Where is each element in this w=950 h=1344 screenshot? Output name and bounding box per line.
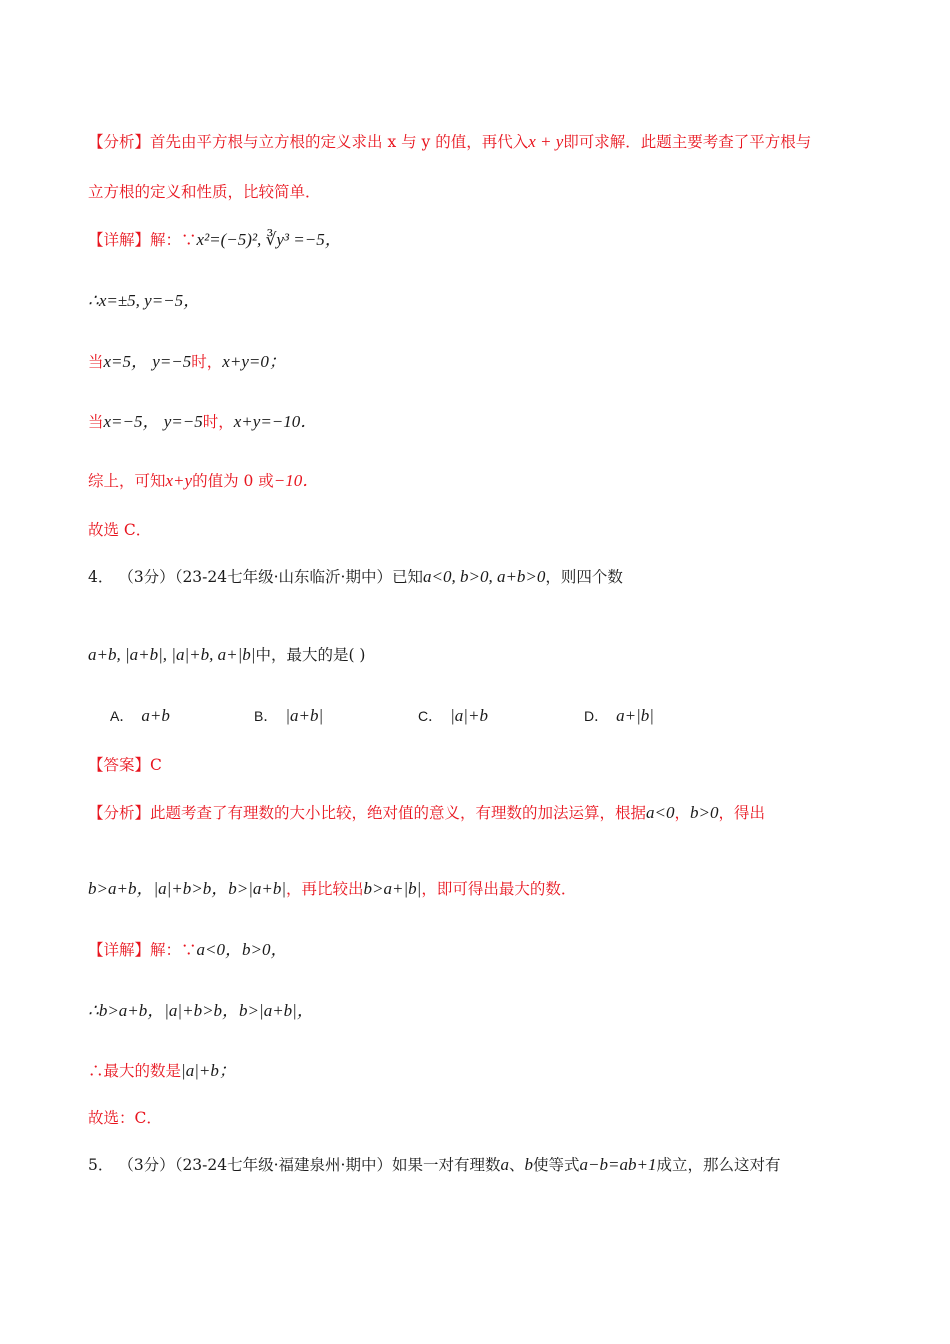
q5-source: （23-24七年级·福建泉州·期中） <box>174 1156 392 1174</box>
q4-stem-line-2 <box>88 644 365 666</box>
q4-detail-step-1 <box>88 1000 314 1022</box>
detail-equation: x²=(−5)², ∛y³ =−5， <box>196 230 342 249</box>
case-text: 当 <box>88 413 104 431</box>
analysis-text: 即可求解．此题主要考查了平方根与 <box>563 133 812 151</box>
case-text: 时， <box>191 353 223 371</box>
q4-detail-step-2 <box>88 1060 236 1082</box>
analysis-expression: a<0 <box>646 803 675 822</box>
analysis-text: ，得出 <box>718 804 766 822</box>
detail-text: ∴最大的数是 <box>88 1062 182 1080</box>
analysis-expression: b>0 <box>690 803 719 822</box>
q4-analysis-line-2 <box>88 878 576 900</box>
analysis-expression: x + y <box>528 132 564 151</box>
q4-stem-expression: a+b, |a+b|, |a|+b, a+|b| <box>88 645 256 664</box>
case-line-2 <box>88 411 317 433</box>
case-expression: x=−5， y=−5 <box>103 412 203 431</box>
q5-stem-line-1 <box>88 1154 780 1176</box>
q5-score: （3分） <box>118 1156 175 1174</box>
analysis-expression: b>a+b，|a|+b>b，b>|a+b| <box>88 879 287 898</box>
summary-value: −10． <box>273 471 320 490</box>
option-label: D． <box>584 708 609 724</box>
detail-expression: a<0，b>0， <box>196 940 288 959</box>
q5-stem-text: 成立，那么这对有 <box>656 1156 781 1174</box>
q4-detail-line <box>88 939 287 961</box>
detail-intro: 解：∵ <box>150 231 197 249</box>
q4-stem-expression: a<0, b>0, a+b>0 <box>423 567 546 586</box>
analysis-tag: 【分析】 <box>88 133 151 151</box>
step-line <box>88 290 200 312</box>
analysis-separator: ， <box>674 804 691 822</box>
case-expression: x=5， y=−5 <box>103 352 192 371</box>
q5-stem-text: 如果一对有理数 <box>391 1156 501 1174</box>
q5-number: 5． <box>88 1156 114 1174</box>
q4-choice: 故选：C． <box>88 1109 162 1127</box>
case-line-1 <box>88 351 286 373</box>
summary-text: 的值为 0 或 <box>192 472 274 490</box>
q4-option-b[interactable] <box>254 705 323 727</box>
analysis-text: ，再比较出 <box>286 880 364 898</box>
q5-variable: a <box>500 1155 509 1174</box>
case-text: 时， <box>202 413 234 431</box>
analysis-text: 此题考查了有理数的大小比较，绝对值的意义，有理数的加法运算，根据 <box>150 804 647 822</box>
analysis-text: ，即可得出最大的数． <box>421 880 577 898</box>
case-result: x+y=−10． <box>233 412 318 431</box>
step-expression: ∴x=±5, y=−5， <box>88 291 201 310</box>
detail-expression: ∴b>a+b，|a|+b>b，b>|a+b|， <box>88 1001 314 1020</box>
q5-stem-text: 使等式 <box>533 1156 580 1174</box>
q5-separator: 、 <box>509 1156 525 1174</box>
case-text: 当 <box>88 353 104 371</box>
q4-analysis-line-1 <box>88 802 765 824</box>
q4-score: （3分） <box>118 568 175 586</box>
option-expression: |a|+b <box>450 706 488 725</box>
analysis-text: 首先由平方根与立方根的定义求出 x 与 y 的值，再代入 <box>150 133 529 151</box>
q4-option-c[interactable] <box>418 705 488 727</box>
option-label: B． <box>254 708 278 724</box>
q4-option-d[interactable] <box>584 705 654 727</box>
choice-line: 故选 C． <box>88 521 152 539</box>
detail-tag: 【详解】 <box>88 941 151 959</box>
summary-line <box>88 470 319 492</box>
option-expression: a+b <box>141 706 170 725</box>
q4-answer: 【答案】C <box>88 756 162 774</box>
analysis-tag: 【分析】 <box>88 804 151 822</box>
case-result: x+y=0； <box>222 352 286 371</box>
q4-stem-text: 中，最大的是( ) <box>255 646 366 664</box>
q4-source: （23-24七年级·山东临沂·期中） <box>174 568 392 586</box>
summary-expression: x+y <box>165 471 193 490</box>
analysis-line-1 <box>88 131 811 153</box>
detail-expression: |a|+b； <box>181 1061 236 1080</box>
q4-option-a[interactable] <box>110 705 170 727</box>
option-expression: |a+b| <box>285 706 324 725</box>
q5-variable: b <box>524 1155 534 1174</box>
option-label: A． <box>110 708 134 724</box>
q4-stem-line-1 <box>88 566 623 588</box>
q4-stem-text: ，则四个数 <box>545 568 623 586</box>
detail-line <box>88 229 342 251</box>
summary-text: 综上，可知 <box>88 472 166 490</box>
analysis-expression: b>a+|b| <box>363 879 422 898</box>
detail-tag: 【详解】 <box>88 231 151 249</box>
detail-intro: 解：∵ <box>150 941 197 959</box>
option-label: C． <box>418 708 443 724</box>
analysis-line-2: 立方根的定义和性质，比较简单． <box>88 183 321 201</box>
q4-stem-text: 已知 <box>391 568 423 586</box>
q4-number: 4． <box>88 568 114 586</box>
option-expression: a+|b| <box>616 706 654 725</box>
q5-stem-expression: a−b=ab+1 <box>579 1155 657 1174</box>
